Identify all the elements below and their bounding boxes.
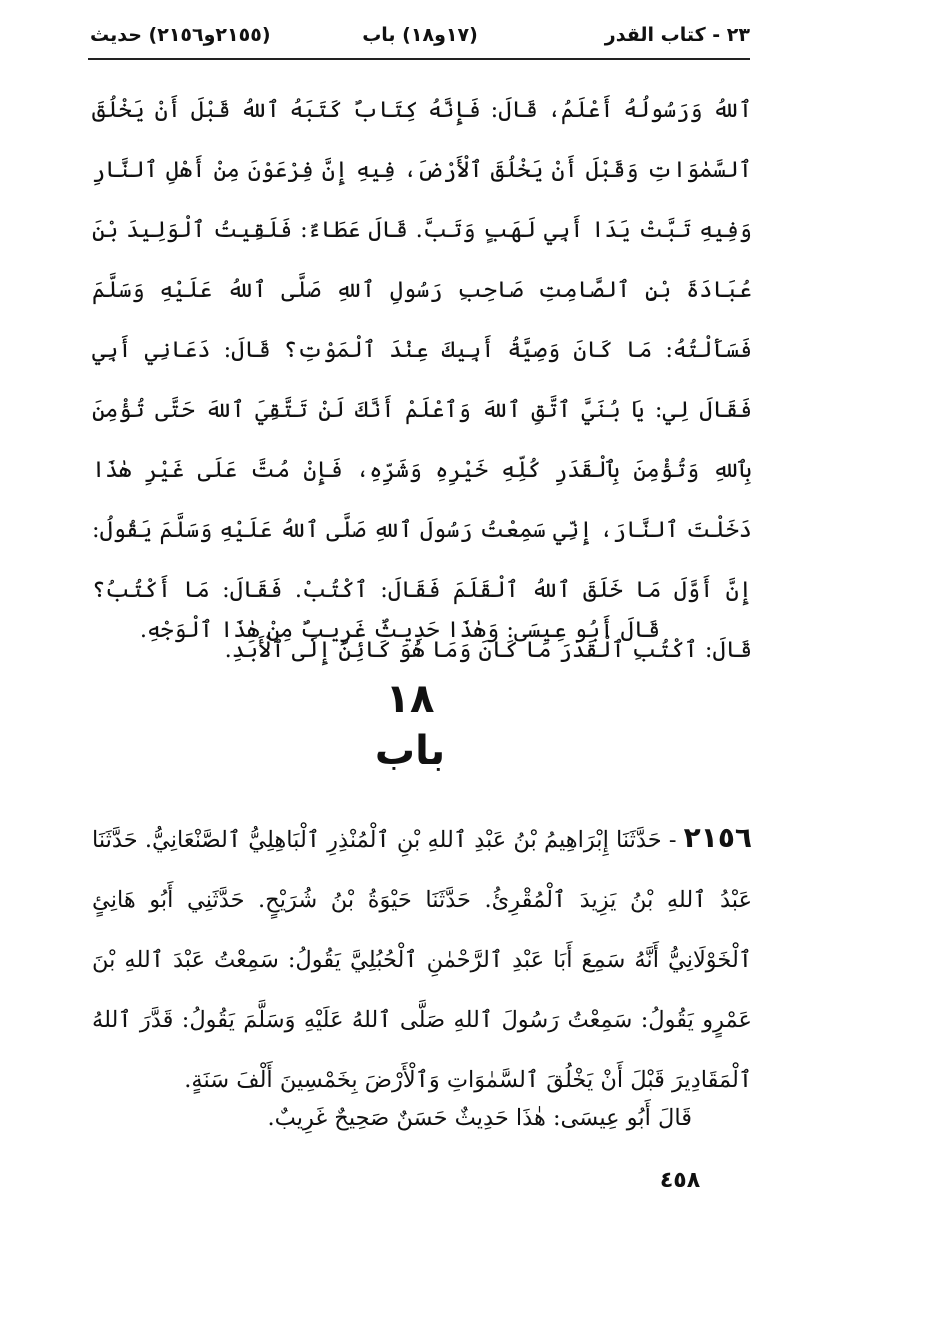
running-header <box>90 10 750 60</box>
header-chapter-range: (١٧و١٨) باب <box>362 24 478 46</box>
hadith-number: ٢١٥٦ <box>683 821 752 854</box>
header-book-title: ٢٣ - كتاب القدر <box>604 24 750 46</box>
page-number: ٤٥٨ <box>659 1168 701 1193</box>
header-hadith-range: (٢١٥٥و٢١٥٦) حديث <box>90 24 271 46</box>
hadith-block <box>92 808 752 1110</box>
chapter-number: ١٨ <box>385 676 435 722</box>
abu-isa-comment: قَالَ أَبُو عِيسَى: وَهٰذَا حَدِيثٌ غَرِيبٌ مِنْ هٰذَا ٱلْوَجْهِ. <box>139 617 661 643</box>
header-rule <box>88 58 750 60</box>
hadith-continuation-text: ٱللهُ وَرَسُولُهُ أَعْلَمُ، قَالَ: فَإِنَّهُ كِتَابٌ كَتَبَهُ ٱللهُ قَبْلَ أَنْ يَخْلُقَ ٱلسَّمٰوَاتِ وَقَبْلَ أَنْ يَخْلُقَ ٱلْأَرْضَ، فِيهِ إِنَّ فِرْعَوْنَ مِنْ أَهْلِ ٱلنَّارِ وَفِيهِ تَبَّتْ يَدَا أَبِي لَهَبٍ وَتَبَّ. قَالَ عَطَاءٌ: فَلَقِيتُ ٱلْوَلِيدَ بْنَ عُبَادَةَ بْنِ ٱلصَّامِتِ صَاحِبِ رَسُولِ ٱللهِ صَلَّى ٱللهُ عَلَيْهِ وَسَلَّمَ فَسَأَلْتُهُ: مَا كَانَ وَصِيَّةُ أَبِيكَ عِنْدَ ٱلْمَوْتِ؟ قَالَ: دَعَانِي أَبِي فَقَالَ لِي: يَا بُنَيَّ ٱتَّقِ ٱللهَ وَٱعْلَمْ أَنَّكَ لَنْ تَتَّقِيَ ٱللهَ حَتَّى تُؤْمِنَ بِٱللهِ وَتُؤْمِنَ بِٱلْقَدَرِ كُلِّهِ خَيْرِهِ وَشَرِّهِ، فَإِنْ مُتَّ عَلَى غَيْرِ هٰذَا دَخَلْتَ ٱلنَّارَ، إِنِّي سَمِعْتُ رَسُولَ ٱللهِ صَلَّى ٱللهُ عَلَيْهِ وَسَلَّمَ يَقُولُ: إِنَّ أَوَّلَ مَا خَلَقَ ٱللهُ ٱلْقَلَمَ فَقَالَ: ٱكْتُبْ. فَقَالَ: مَا أَكْتُبُ؟ قَالَ: ٱكْتُبِ ٱلْقَدَرَ مَا كَانَ وَمَا هُوَ كَائِنٌ إِلَى ٱلْأَبَدِ. <box>92 97 752 663</box>
chapter-title: باب <box>374 728 446 774</box>
abu-isa-grading: قَالَ أَبُو عِيسَى: هٰذَا حَدِيثٌ حَسَنٌ صَحِيحٌ غَرِيبٌ. <box>267 1105 692 1131</box>
hadith-text: - حَدَّثَنَا إِبْرَاهِيمُ بْنُ عَبْدِ ٱللهِ بْنِ ٱلْمُنْذِرِ ٱلْبَاهِلِيُّ ٱلصَّنْعَانِيُّ. حَدَّثَنَا عَبْدُ ٱللهِ بْنُ يَزِيدَ ٱلْمُقْرِئُ. حَدَّثَنَا حَيْوَةُ بْنُ شُرَيْحٍ. حَدَّثَنِي أَبُو هَانِئٍ ٱلْخَوْلَانِيُّ أَنَّهُ سَمِعَ أَبَا عَبْدِ ٱلرَّحْمٰنِ ٱلْحُبُلِيَّ يَقُولُ: سَمِعْتُ عَبْدَ ٱللهِ بْنَ عَمْرٍو يَقُولُ: سَمِعْتُ رَسُولَ ٱللهِ صَلَّى ٱللهُ عَلَيْهِ وَسَلَّمَ يَقُولُ: قَدَّرَ ٱللهُ ٱلْمَقَادِيرَ قَبْلَ أَنْ يَخْلُقَ ٱلسَّمٰوَاتِ وَٱلْأَرْضَ بِخَمْسِينَ أَلْفَ سَنَةٍ. <box>92 827 752 1093</box>
